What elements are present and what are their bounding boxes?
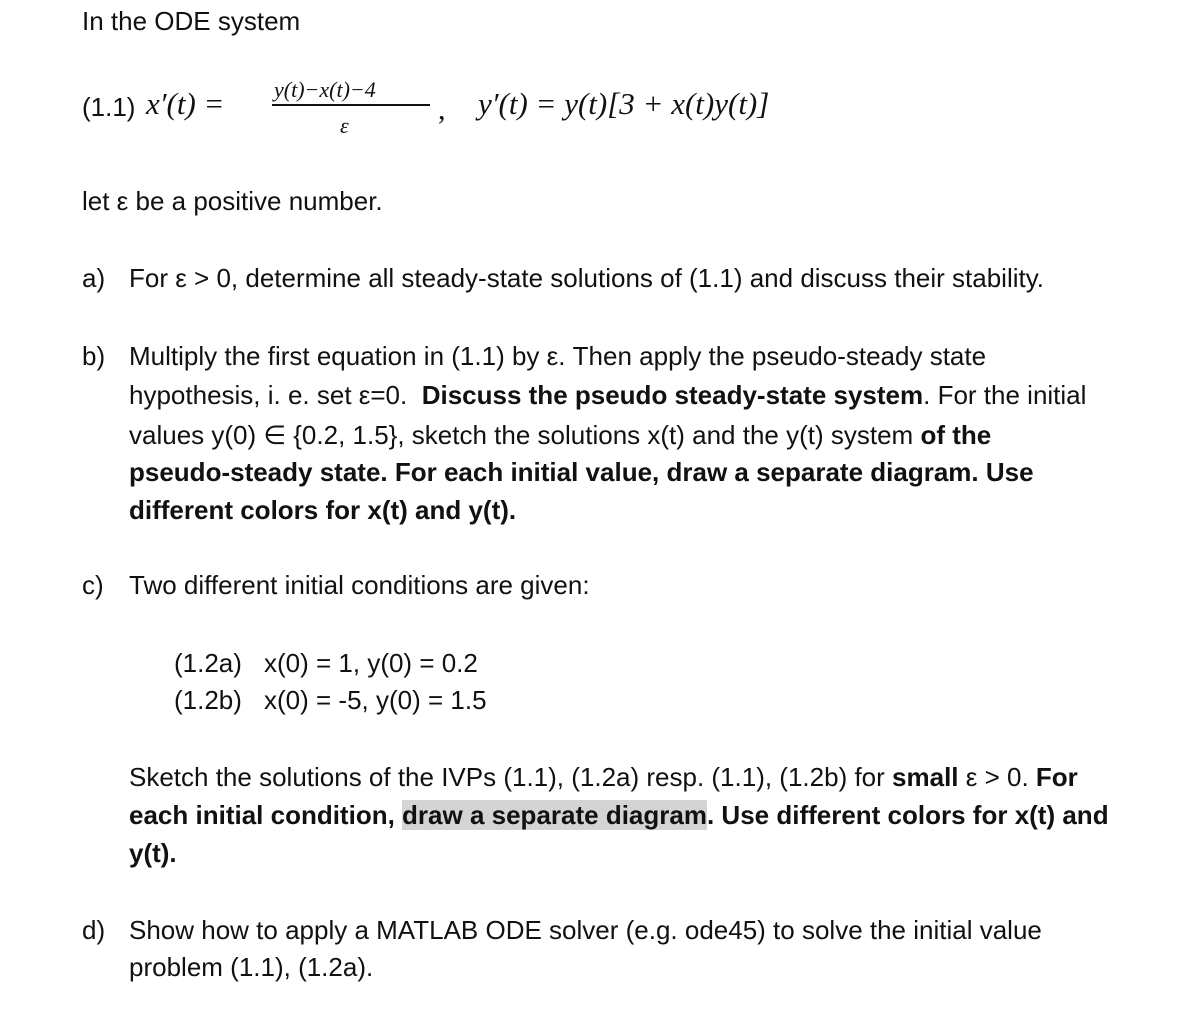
part-c-line-2-bold-1: each initial condition,: [129, 800, 395, 830]
part-c-line-3: y(t).: [129, 838, 177, 868]
part-c-line-1-bold: small: [892, 762, 959, 792]
part-b-line-3-plain: values y(0) ∈ {0.2, 1.5}, sketch the solutions x(t) and the y(t) system: [129, 420, 914, 450]
part-b-line-3-bold: of the: [920, 420, 992, 450]
part-d-marker: d): [82, 915, 106, 945]
fraction-bar: [272, 104, 430, 106]
part-c-line-1-bold-end: For: [1035, 762, 1078, 792]
fraction-numerator: y(t)−x(t)−4: [274, 77, 376, 102]
equation-lhs: x′(t) =: [146, 86, 225, 121]
part-b-line-2-plain: hypothesis, i. e. set ε=0.: [129, 380, 408, 410]
part-c-line-1-plain: Sketch the solutions of the IVPs (1.1), (1.2a) resp. (1.1), (1.2b) for: [129, 762, 885, 792]
ic-b-label: (1.2b): [174, 685, 242, 715]
ic-a-label: (1.2a): [174, 648, 242, 678]
equation-label: (1.1): [82, 92, 136, 122]
equation-y-prime: y′(t) = y(t)[3 + x(t)y(t)]: [478, 86, 770, 121]
let-epsilon-text: let ε be a positive number.: [82, 186, 383, 216]
part-b-line-2-end: . For the initial: [923, 380, 1087, 410]
part-b-marker: b): [82, 341, 106, 371]
part-a-text: For ε > 0, determine all steady-state solutions of (1.1) and discuss their stability.: [129, 263, 1045, 293]
ic-a-values: x(0) = 1, y(0) = 0.2: [264, 648, 478, 678]
equation-comma: ,: [438, 93, 446, 126]
part-c-line-2-bold-2: . Use different colors for x(t) and: [706, 800, 1109, 830]
fraction-denominator: ε: [340, 113, 349, 138]
part-c-line-1-mid: ε > 0.: [965, 762, 1029, 792]
part-c-intro: Two different initial conditions are given:: [129, 570, 590, 600]
part-c-line-1: [129, 758, 1078, 796]
part-a-marker: a): [82, 263, 106, 293]
part-d-line-2: problem (1.1), (1.2a).: [129, 952, 374, 982]
part-b-line-3: [129, 416, 991, 454]
part-b-line-5: different colors for x(t) and y(t).: [129, 495, 517, 525]
part-d-line-1: Show how to apply a MATLAB ODE solver (e.g. ode45) to solve the initial value: [129, 915, 1042, 945]
intro-text: In the ODE system: [82, 6, 301, 36]
highlighted-phrase: draw a separate diagram: [402, 800, 707, 830]
part-c-line-2: [129, 796, 1109, 834]
part-b-line-4: pseudo-steady state. For each initial value, draw a separate diagram. Use: [129, 457, 1034, 487]
part-b-line-1: Multiply the first equation in (1.1) by ε. Then apply the pseudo-steady state: [129, 341, 987, 371]
ic-b-values: x(0) = -5, y(0) = 1.5: [264, 685, 487, 715]
part-b-line-2: [129, 376, 1086, 414]
part-c-marker: c): [82, 570, 104, 600]
part-b-line-2-bold: Discuss the pseudo steady-state system: [421, 380, 924, 410]
